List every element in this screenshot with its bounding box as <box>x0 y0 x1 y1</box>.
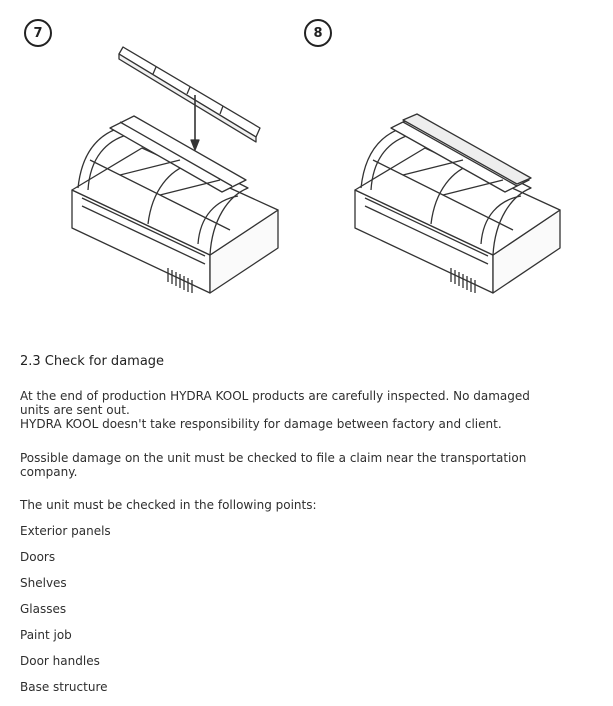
checkpoint-item: Door handles <box>20 654 100 668</box>
checkpoint-item: Shelves <box>20 576 67 590</box>
checkpoint-item: Doors <box>20 550 56 564</box>
checkpoints-intro: The unit must be checked in the following points: <box>20 498 317 512</box>
checkpoint-item: Base structure <box>20 680 108 694</box>
section-title: 2.3 Check for damage <box>20 354 165 369</box>
checkpoint-item: Paint job <box>20 628 72 642</box>
display-case-glass-lid-install-illustration <box>60 40 290 300</box>
claim-paragraph: Possible damage on the unit must be checked to file a claim near the transportation company. <box>20 451 527 479</box>
checkpoint-list <box>20 524 111 706</box>
step-8-badge <box>304 19 332 47</box>
step-8-number: 8 <box>313 25 323 41</box>
inspection-paragraph: At the end of production HYDRA KOOL products are carefully inspected. No damaged units are sent out. HYDRA KOOL doesn't take responsibility for damage between factory and client. <box>20 389 530 431</box>
checkpoint-item: Glasses <box>20 602 67 616</box>
display-case-assembled-illustration <box>345 90 570 300</box>
step-7-number: 7 <box>33 25 43 41</box>
checkpoint-item: Exterior panels <box>20 524 111 538</box>
step-7-badge <box>24 19 52 47</box>
